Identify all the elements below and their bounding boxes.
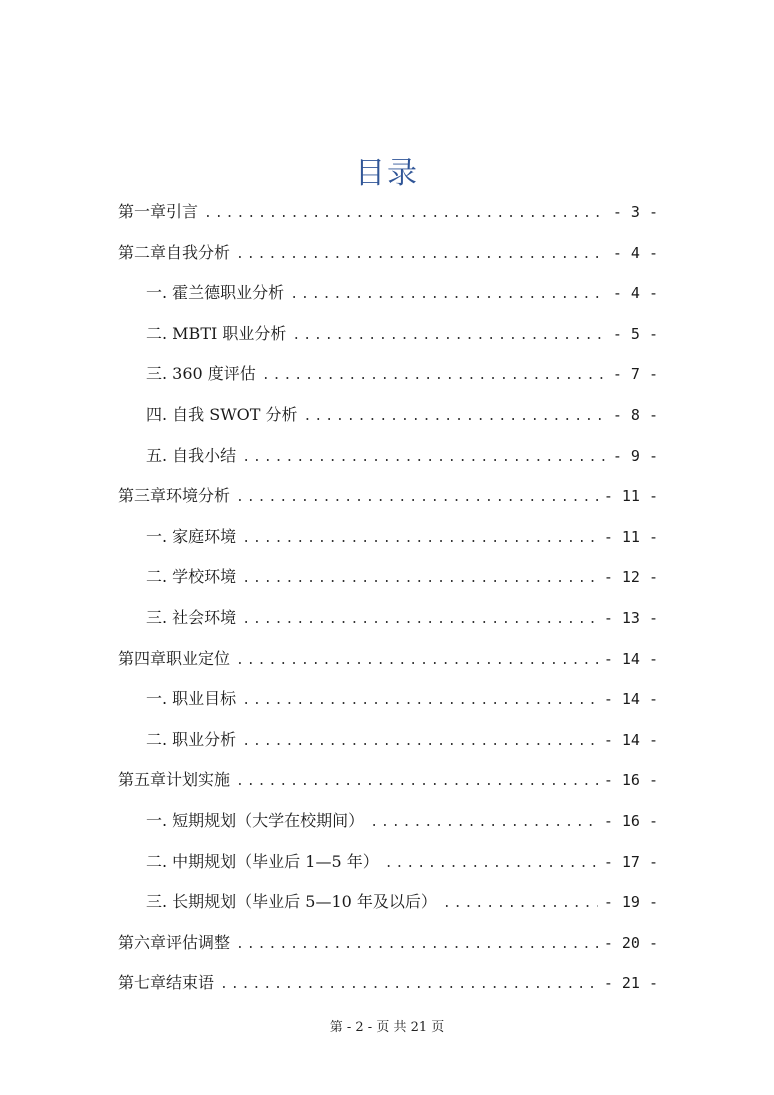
toc-section-entry[interactable] [118,395,658,436]
toc-page-number: - 14 - [603,690,658,709]
toc-page-number: - 5 - [612,324,658,343]
toc-section-entry[interactable] [118,436,658,477]
toc-section-entry[interactable] [118,273,658,314]
toc-page-number: - 11 - [603,487,658,506]
toc-chapter-number: 第六章 [118,932,167,952]
toc-chapter-number: 第四章 [118,648,167,668]
toc-section-entry[interactable] [118,679,658,720]
toc-dot-leader [236,478,598,519]
toc-entry-title: 四. 自我 SWOT 分析 [146,404,298,424]
toc-dot-leader [236,641,598,682]
toc-section-entry[interactable] [118,517,658,558]
page-footer: 第 - 2 - 页 共 21 页 [329,1020,445,1035]
toc-dot-leader [242,600,598,641]
toc-page-number: - 14 - [603,730,658,749]
toc-dot-leader [242,519,598,560]
toc-chapter-number: 第五章 [118,770,167,790]
toc-entry-title: 一. 职业目标 [146,689,237,709]
toc-chapter-entry[interactable] [118,476,658,517]
toc-page-number: - 16 - [603,811,658,830]
toc-dot-leader [236,925,598,966]
toc-dot-leader [220,965,598,1006]
toc-entry-title: 评估调整 [166,932,231,952]
toc-dot-leader [236,762,598,803]
toc-page-number: - 8 - [612,405,658,424]
toc-section-entry[interactable] [118,801,658,842]
toc-dot-leader [242,722,598,763]
toc-section-entry[interactable] [118,314,658,355]
toc-chapter-number: 第三章 [118,486,167,506]
toc-dot-leader [262,356,607,397]
toc-page-number: - 7 - [612,365,658,384]
toc-dot-leader [292,316,606,357]
toc-dot-leader [204,194,607,235]
toc-page-number: - 3 - [612,203,658,221]
toc-page-number: - 11 - [603,527,658,546]
toc-page-number: - 14 - [603,649,658,668]
toc-entry-title: 二. 中期规划（毕业后 1—5 年） [146,851,379,871]
toc-entry-title: 环境分析 [166,486,231,506]
toc-entry-title: 三. 社会环境 [146,607,237,627]
toc-entry-title: 二. 职业分析 [146,729,237,749]
toc-dot-leader [242,438,607,479]
toc-page-number: - 21 - [603,974,658,993]
toc-title: 目录 [355,156,419,191]
toc-dot-leader [242,681,598,722]
toc-entry-title: 自我分析 [166,242,231,262]
toc-page-number: - 16 - [603,771,658,790]
toc-dot-leader [304,397,607,438]
toc-chapter-entry[interactable] [118,760,658,801]
toc-dot-leader [443,884,598,925]
toc-entry-title: 二. MBTI 职业分析 [146,323,287,343]
toc-page-number: - 17 - [603,852,658,871]
toc-chapter-entry[interactable] [118,233,658,274]
toc-section-entry[interactable] [118,720,658,761]
toc-page-number: - 20 - [603,933,658,952]
toc-section-entry[interactable] [118,354,658,395]
toc-entry-title: 一. 短期规划（大学在校期间） [146,810,365,830]
toc-chapter-entry[interactable] [118,963,658,1004]
toc-chapter-number: 第七章 [118,973,167,993]
toc-page-number: - 9 - [612,446,658,465]
toc-section-entry[interactable] [118,598,658,639]
toc-chapter-number: 第一章 [118,202,167,221]
toc-entry-title: 计划实施 [166,770,231,790]
toc-section-entry[interactable] [118,882,658,923]
toc-entry-title: 引言 [166,202,199,221]
toc-entry-title: 五. 自我小结 [146,445,237,465]
toc-page-number: - 4 - [612,284,658,303]
toc-entry-title: 一. 家庭环境 [146,526,237,546]
toc-dot-leader [370,803,598,844]
toc-section-entry[interactable] [118,842,658,883]
toc-entry-title: 二. 学校环境 [146,567,237,587]
toc-dot-leader [236,235,607,276]
toc-dot-leader [290,275,607,316]
toc-page-number: - 4 - [612,243,658,262]
toc-section-entry[interactable] [118,557,658,598]
toc-dot-leader [242,559,598,600]
toc-dot-leader [385,844,598,885]
toc-entry-title: 结束语 [166,973,215,993]
table-of-contents [118,192,658,1004]
toc-entry-title: 职业定位 [166,648,231,668]
toc-entry-title: 三. 360 度评估 [146,364,256,384]
toc-chapter-number: 第二章 [118,242,167,262]
toc-entry-title: 三. 长期规划（毕业后 5—10 年及以后） [146,892,437,912]
toc-chapter-entry[interactable] [118,192,658,233]
toc-page-number: - 13 - [603,608,658,627]
toc-chapter-entry[interactable] [118,639,658,680]
toc-page-number: - 19 - [603,893,658,912]
toc-page-number: - 12 - [603,568,658,587]
toc-chapter-entry[interactable] [118,923,658,964]
toc-entry-title: 一. 霍兰德职业分析 [146,283,285,303]
